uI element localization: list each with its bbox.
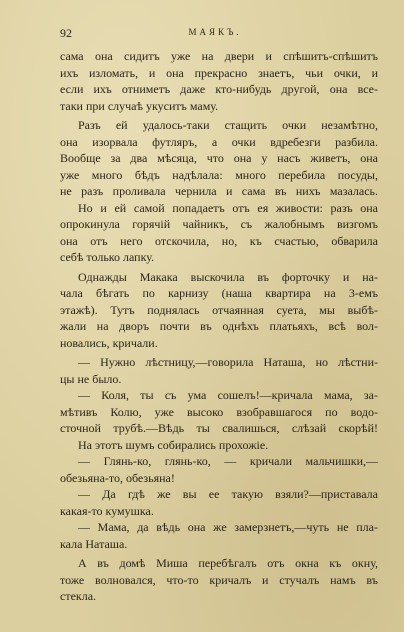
text-line: таки при случаѣ укуситъ маму. bbox=[60, 98, 219, 113]
text-line: опрокинула горячій чайникъ, съ жалобнымъ визгомъ bbox=[60, 217, 378, 231]
text-line: стекла. bbox=[60, 589, 97, 603]
page-number: 92 bbox=[60, 26, 72, 40]
text-line: Разъ ей удалось-таки стащить очки незамѣтно, bbox=[78, 118, 378, 132]
text-line: уже много бѣдъ надѣлала: много перебила посуды, bbox=[60, 167, 378, 182]
text-line: она изорвала футляръ, а очки вдребезги разбила. bbox=[60, 134, 378, 149]
text-line: тоже волновался, что-то кричалъ и стучалъ намъ въ bbox=[60, 572, 378, 587]
text-line: цы не было. bbox=[60, 371, 122, 386]
text-line: чала бѣгать по карнизу (наша квартира на 3-емъ bbox=[60, 286, 378, 300]
text-line: А въ домѣ Миша перебѣгалъ отъ окна къ окну, bbox=[78, 556, 378, 570]
text-line: Однажды Макака выскочила въ форточку и на- bbox=[78, 269, 378, 284]
text-line: — Коля, ты съ ума сошелъ!—кричала мама, за- bbox=[78, 388, 378, 402]
page-header bbox=[58, 24, 372, 44]
text-line: новались, кричали. bbox=[60, 335, 158, 350]
text-line: мѣтивъ Колю, уже высоко взобравшагося по водо- bbox=[60, 404, 378, 419]
text-line: себѣ только лапку. bbox=[60, 250, 155, 264]
text-line: Но и ей самой попадаетъ отъ ея живости: разъ она bbox=[78, 200, 378, 215]
text-line: какая-то кумушка. bbox=[60, 503, 154, 518]
text-line: этажѣ). Тутъ поднялась отчаянная суета, мы выбѣ- bbox=[60, 302, 378, 317]
text-line: — Глянь-ко, глянь-ко, — кричали мальчишки,— bbox=[78, 454, 378, 468]
text-line: Вообще за два мѣсяца, что она у насъ живетъ, она bbox=[60, 151, 378, 165]
text-line: жали на дворъ почти въ однѣхъ платьяхъ, всѣ вол- bbox=[60, 319, 378, 333]
text-line: ихъ изломать, и она прекрасно знаетъ, чьи очки, и bbox=[60, 65, 378, 80]
text-line: сама она сидитъ уже на двери и спѣшитъ-спѣшитъ bbox=[60, 49, 378, 63]
text-line: она отъ него отскочила, но, къ счастью, обварила bbox=[60, 233, 378, 248]
text-line: обезьяна-то, обезьяна! bbox=[60, 470, 175, 485]
text-line: сточной трубѣ.—Вѣдь ты свалишься, слѣзай скорѣй! bbox=[60, 421, 378, 435]
text-line: кала Наташа. bbox=[60, 536, 128, 551]
text-line: если ихъ отниметъ даже кто-нибудь другой, она все- bbox=[60, 82, 378, 96]
text-line: На этотъ шумъ собирались прохожіе. bbox=[78, 437, 269, 452]
running-head: МАЯКЪ. bbox=[188, 27, 242, 37]
text-line: — Да гдѣ же вы ее такую взяли?—приставала bbox=[78, 487, 378, 501]
body-text bbox=[60, 48, 378, 605]
text-line: не разъ проливала чернила и сама въ нихъ мазалась. bbox=[60, 184, 378, 198]
text-line: — Мама, да вѣдь она же замерзнетъ,—чуть не пла- bbox=[78, 520, 378, 534]
text-line: — Нужно лѣстницу,—говорила Наташа, но лѣстни- bbox=[78, 355, 378, 369]
